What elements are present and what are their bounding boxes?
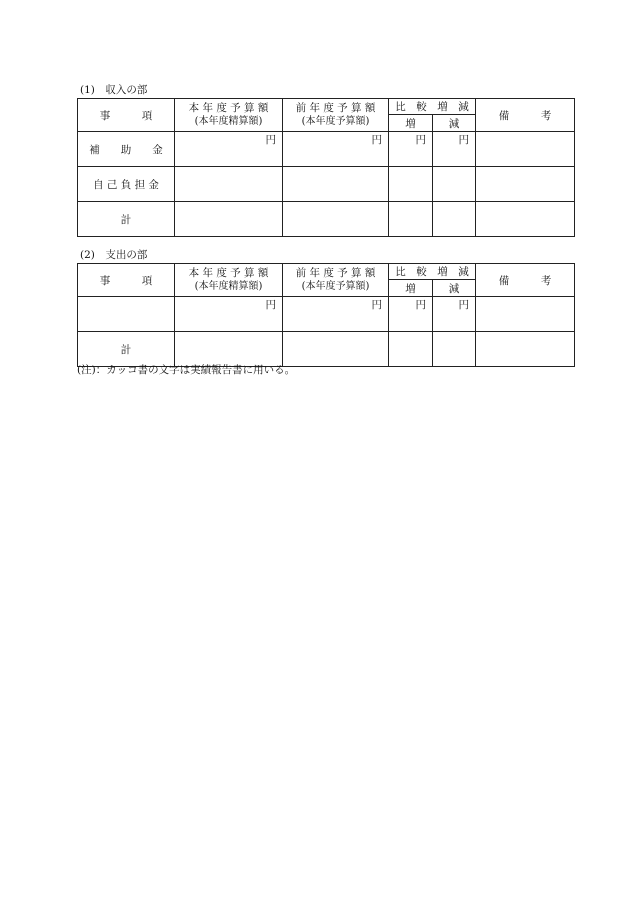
row-label[interactable] — [78, 297, 175, 332]
header-decrease: 減 — [433, 115, 476, 132]
remarks-cell[interactable] — [476, 297, 575, 332]
previous-amount-cell[interactable]: 円 — [283, 132, 389, 167]
previous-amount-cell[interactable] — [283, 332, 389, 367]
row-label: 自 己 負 担 金 — [78, 167, 175, 202]
decrease-cell[interactable] — [433, 202, 476, 237]
decrease-cell[interactable] — [433, 332, 476, 367]
previous-amount-cell[interactable] — [283, 167, 389, 202]
header-remarks: 備 考 — [476, 99, 575, 132]
header-decrease: 減 — [433, 280, 476, 297]
increase-cell[interactable]: 円 — [389, 132, 433, 167]
table-row — [78, 167, 575, 202]
expense-table — [77, 263, 575, 367]
header-comparison: 比 較 増 減 — [389, 264, 476, 280]
row-label: 補 助 金 — [78, 132, 175, 167]
income-section-title: (1) 収入の部 — [80, 84, 148, 96]
current-amount-cell[interactable] — [175, 202, 283, 237]
decrease-cell[interactable] — [433, 167, 476, 202]
decrease-cell[interactable]: 円 — [433, 297, 476, 332]
increase-cell[interactable] — [389, 167, 433, 202]
increase-cell[interactable] — [389, 332, 433, 367]
decrease-cell[interactable]: 円 — [433, 132, 476, 167]
income-table — [77, 98, 575, 237]
header-increase: 増 — [389, 115, 433, 132]
remarks-cell[interactable] — [476, 202, 575, 237]
remarks-cell[interactable] — [476, 132, 575, 167]
current-amount-cell[interactable]: 円 — [175, 297, 283, 332]
remarks-cell[interactable] — [476, 167, 575, 202]
total-label: 計 — [78, 202, 175, 237]
increase-cell[interactable] — [389, 202, 433, 237]
expense-section-title: (2) 支出の部 — [80, 249, 148, 261]
header-previous-budget: 前 年 度 予 算 額 (本年度予算額) — [283, 264, 389, 297]
header-increase: 増 — [389, 280, 433, 297]
current-amount-cell[interactable] — [175, 167, 283, 202]
table-row — [78, 332, 575, 367]
current-amount-cell[interactable]: 円 — [175, 132, 283, 167]
table-row — [78, 132, 575, 167]
previous-amount-cell[interactable]: 円 — [283, 297, 389, 332]
header-current-budget: 本 年 度 予 算 額 (本年度精算額) — [175, 264, 283, 297]
header-current-budget: 本 年 度 予 算 額 (本年度精算額) — [175, 99, 283, 132]
header-previous-budget: 前 年 度 予 算 額 (本年度予算額) — [283, 99, 389, 132]
header-item: 事 項 — [78, 99, 175, 132]
current-amount-cell[interactable] — [175, 332, 283, 367]
remarks-cell[interactable] — [476, 332, 575, 367]
total-label: 計 — [78, 332, 175, 367]
table-row — [78, 297, 575, 332]
header-remarks: 備 考 — [476, 264, 575, 297]
footnote: (注)：カッコ書の文字は実績報告書に用いる。 — [77, 364, 296, 376]
header-comparison: 比 較 増 減 — [389, 99, 476, 115]
increase-cell[interactable]: 円 — [389, 297, 433, 332]
table-row — [78, 202, 575, 237]
previous-amount-cell[interactable] — [283, 202, 389, 237]
header-item: 事 項 — [78, 264, 175, 297]
